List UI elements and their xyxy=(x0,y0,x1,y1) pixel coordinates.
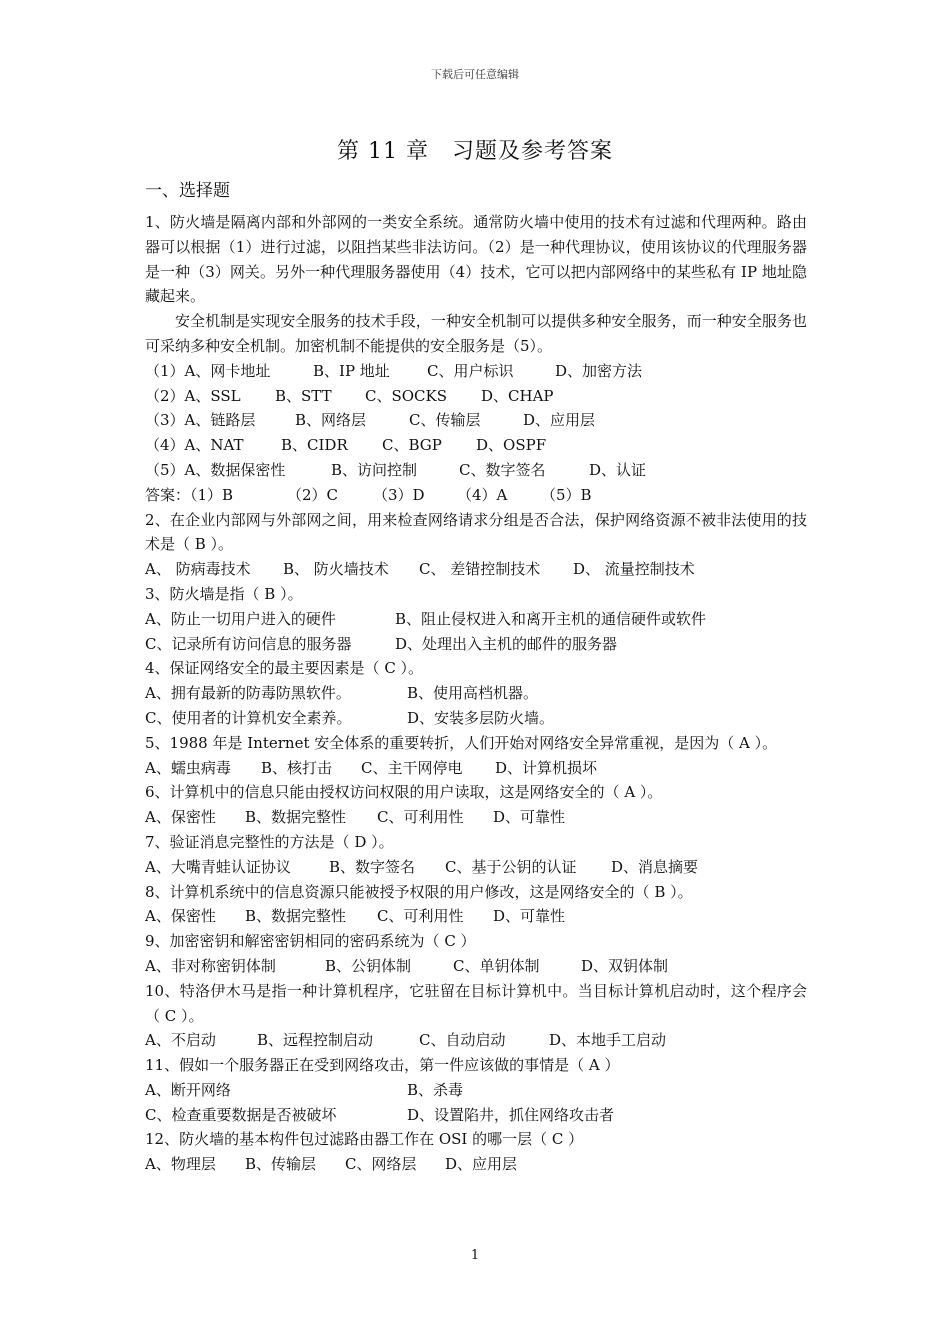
q1-options-3 xyxy=(145,408,807,433)
option: B、 防火墙技术 xyxy=(283,560,389,579)
option: D、认证 xyxy=(589,460,647,479)
q11-stem: 11、假如一个服务器正在受到网络攻击，第一件应该做的事情是（ A ） xyxy=(145,1056,620,1075)
option: A、防止一切用户进入的硬件 xyxy=(145,609,336,628)
option: B、阻止侵权进入和离开主机的通信硬件或软件 xyxy=(395,609,707,628)
option: C、数字签名 xyxy=(459,460,546,479)
q1-paragraph-2: 安全机制是实现安全服务的技术手段，一种安全机制可以提供多种安全服务，而一种安全服务也可采纳多种安全机制。加密机制不能提供的安全服务是（5）。 xyxy=(145,312,807,355)
q7-stem: 7、验证消息完整性的方法是（ D ）。 xyxy=(145,832,394,851)
option: A、 防病毒技术 xyxy=(145,560,251,579)
option: （1）A、网卡地址 xyxy=(145,361,271,380)
option: B、杀毒 xyxy=(407,1080,464,1099)
option: C、传输层 xyxy=(409,411,481,430)
option: （2）A、SSL xyxy=(145,386,241,405)
q1-options-1 xyxy=(145,359,807,384)
q1-options-5 xyxy=(145,458,807,483)
option: B、STT xyxy=(275,386,332,405)
option: D、CHAP xyxy=(481,386,554,405)
option: C、可利用性 xyxy=(377,907,464,926)
chapter-title: 第 11 章 习题及参考答案 xyxy=(337,139,613,164)
option: A、拥有最新的防毒防黑软件。 xyxy=(145,684,351,703)
option: C、基于公钥的认证 xyxy=(445,857,577,876)
answer: （2）C xyxy=(287,485,339,504)
option: B、CIDR xyxy=(281,436,348,455)
option: C、SOCKS xyxy=(365,386,448,405)
option: D、应用层 xyxy=(445,1155,518,1174)
q6-stem: 6、计算机中的信息只能由授权访问权限的用户读取，这是网络安全的（ A ）。 xyxy=(145,783,663,802)
option: D、本地手工启动 xyxy=(549,1031,667,1050)
option: C、检查重要数据是否被破坏 xyxy=(145,1105,337,1124)
option: D、设置陷井，抓住网络攻击者 xyxy=(407,1105,615,1124)
option: B、数据完整性 xyxy=(245,808,347,827)
answer: （4）A xyxy=(457,485,508,504)
q6-options xyxy=(145,805,807,830)
q4-options-1 xyxy=(145,681,807,706)
option: （4）A、NAT xyxy=(145,436,244,455)
option: B、数字签名 xyxy=(329,857,416,876)
option: （3）A、链路层 xyxy=(145,411,256,430)
option: A、物理层 xyxy=(145,1155,216,1174)
option: B、访问控制 xyxy=(331,460,418,479)
option: C、BGP xyxy=(382,436,442,455)
option: D、消息摘要 xyxy=(611,857,699,876)
option: A、保密性 xyxy=(145,907,216,926)
q10-options xyxy=(145,1028,807,1053)
page-header: 下载后可任意编辑 xyxy=(431,68,519,81)
option: C、网络层 xyxy=(345,1155,417,1174)
option: A、非对称密钥体制 xyxy=(145,956,276,975)
q5-stem: 5、1988 年是 Internet 安全体系的重要转折，人们开始对网络安全异常重视，是因为（ A ）。 xyxy=(145,733,778,752)
q1-answer xyxy=(145,483,807,508)
option: D、可靠性 xyxy=(493,907,566,926)
q3-options-1 xyxy=(145,607,807,632)
option: （5）A、数据保密性 xyxy=(145,460,286,479)
option: C、 差错控制技术 xyxy=(419,560,541,579)
option: D、应用层 xyxy=(523,411,596,430)
option: B、网络层 xyxy=(295,411,367,430)
option: A、大嘴青蛙认证协议 xyxy=(145,857,291,876)
option: A、不启动 xyxy=(145,1031,216,1050)
q8-options xyxy=(145,904,807,929)
option: D、双钥体制 xyxy=(581,956,669,975)
option: C、自动启动 xyxy=(419,1031,506,1050)
q2-stem: 2、在企业内部网与外部网之间，用来检查网络请求分组是否合法，保护网络资源不被非法使用的技术是（ B ）。 xyxy=(145,510,807,554)
q11-options-2 xyxy=(145,1103,807,1128)
option: B、使用高档机器。 xyxy=(407,684,539,703)
q5-options xyxy=(145,756,807,781)
q2-options xyxy=(145,557,807,582)
option: C、记录所有访问信息的服务器 xyxy=(145,634,352,653)
option: C、主干网停电 xyxy=(361,758,463,777)
q9-options xyxy=(145,954,807,979)
q1-paragraph: 1、防火墙是隔离内部和外部网的一类安全系统。通常防火墙中使用的技术有过滤和代理两种。路由器可以根据（1）进行过滤，以阻挡某些非法访问。（2）是一种代理协议，使用该协议的代理服务器是一种（3）网关。另外一种代理服务器使用（4）技术，它可以把内部网络中的某些私有 IP 地址隐藏起来。 xyxy=(145,213,807,306)
option: D、加密方法 xyxy=(555,361,643,380)
q7-options xyxy=(145,855,807,880)
answer: （3）D xyxy=(373,485,425,504)
option: C、单钥体制 xyxy=(453,956,540,975)
q4-stem: 4、保证网络安全的最主要因素是（ C ）。 xyxy=(145,659,424,678)
q12-options xyxy=(145,1152,807,1177)
option: C、可利用性 xyxy=(377,808,464,827)
option: A、蠕虫病毒 xyxy=(145,758,231,777)
option: C、用户标识 xyxy=(427,361,514,380)
q12-stem: 12、防火墙的基本构件包过滤路由器工作在 OSI 的哪一层（ C ） xyxy=(145,1130,584,1149)
option: D、处理出入主机的邮件的服务器 xyxy=(395,634,618,653)
q10-stem: 10、特洛伊木马是指一种计算机程序，它驻留在目标计算机中。当目标计算机启动时，这个程序会（ C ）。 xyxy=(145,981,807,1025)
q1-options-2 xyxy=(145,384,807,409)
document-body xyxy=(145,210,807,1177)
option: B、核打击 xyxy=(261,758,333,777)
option: B、远程控制启动 xyxy=(257,1031,374,1050)
option: D、安装多层防火墙。 xyxy=(407,708,555,727)
option: B、数据完整性 xyxy=(245,907,347,926)
q9-stem: 9、加密密钥和解密密钥相同的密码系统为（ C ） xyxy=(145,932,476,951)
page-number: 1 xyxy=(470,1248,480,1263)
q1-options-4 xyxy=(145,433,807,458)
q8-stem: 8、计算机系统中的信息资源只能被授予权限的用户修改，这是网络安全的（ B ）。 xyxy=(145,882,693,901)
option: B、公钥体制 xyxy=(325,956,412,975)
option: B、传输层 xyxy=(245,1155,317,1174)
answer: （5）B xyxy=(541,485,592,504)
q11-options-1 xyxy=(145,1078,807,1103)
q3-stem: 3、防火墙是指（ B ）。 xyxy=(145,584,303,603)
option: A、断开网络 xyxy=(145,1080,231,1099)
option: D、OSPF xyxy=(476,436,547,455)
option: B、IP 地址 xyxy=(313,361,390,380)
q3-options-2 xyxy=(145,632,807,657)
option: C、使用者的计算机安全素养。 xyxy=(145,708,352,727)
answer: 答案：（1）B xyxy=(145,485,234,504)
option: D、计算机损坏 xyxy=(495,758,598,777)
section-heading: 一、选择题 xyxy=(145,181,230,201)
option: A、保密性 xyxy=(145,808,216,827)
option: D、可靠性 xyxy=(493,808,566,827)
q4-options-2 xyxy=(145,706,807,731)
option: D、 流量控制技术 xyxy=(573,560,695,579)
